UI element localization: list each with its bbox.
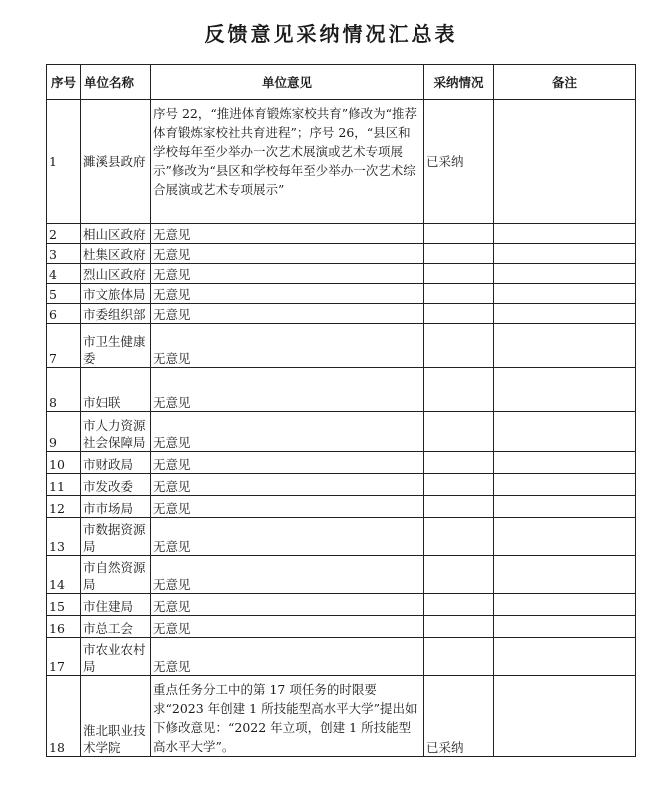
- row-opinion: 重点任务分工中的第 17 项任务的时限要求“2023 年创建 1 所技能型高水平大学”提出如下修改意见：“2022 年立项，创建 1 所技能型高水平大学”。: [151, 676, 424, 757]
- header-row: [47, 65, 636, 100]
- row-unit: 淮北职业技术学院: [81, 676, 151, 757]
- row-adoption: [424, 412, 494, 452]
- row-adoption: [424, 496, 494, 518]
- row-unit: 市农业农村局: [81, 638, 151, 676]
- table-row: [47, 518, 636, 556]
- row-adoption: [424, 452, 494, 474]
- row-unit: 市委组织部: [81, 304, 151, 324]
- row-adoption: 已采纳: [424, 100, 494, 224]
- row-opinion: 无意见: [151, 304, 424, 324]
- row-remark: [494, 324, 636, 368]
- table-row: [47, 676, 636, 757]
- table-row: [47, 244, 636, 264]
- row-unit: 烈山区政府: [81, 264, 151, 284]
- row-unit: 市数据资源局: [81, 518, 151, 556]
- row-unit: 市发改委: [81, 474, 151, 496]
- table-row: [47, 304, 636, 324]
- row-unit: 濉溪县政府: [81, 100, 151, 224]
- table-row: [47, 412, 636, 452]
- row-remark: [494, 304, 636, 324]
- row-opinion: 无意见: [151, 556, 424, 594]
- row-opinion: 无意见: [151, 474, 424, 496]
- row-seq: 8: [47, 368, 81, 412]
- page-title: 反馈意见采纳情况汇总表: [204, 22, 458, 46]
- row-seq: 2: [47, 224, 81, 244]
- header-seq: 序号: [47, 65, 81, 100]
- row-remark: [494, 284, 636, 304]
- table-row: [47, 324, 636, 368]
- row-adoption: [424, 304, 494, 324]
- row-opinion: 无意见: [151, 284, 424, 304]
- row-adoption: [424, 284, 494, 304]
- row-unit: 市文旅体局: [81, 284, 151, 304]
- row-adoption: 已采纳: [424, 676, 494, 757]
- row-adoption: [424, 368, 494, 412]
- row-unit: 市财政局: [81, 452, 151, 474]
- table-row: [47, 496, 636, 518]
- table-row: [47, 284, 636, 304]
- row-remark: [494, 496, 636, 518]
- table-row: [47, 594, 636, 616]
- table-row: [47, 616, 636, 638]
- row-seq: 12: [47, 496, 81, 518]
- row-seq: 13: [47, 518, 81, 556]
- table-row: [47, 474, 636, 496]
- row-opinion: 无意见: [151, 638, 424, 676]
- header-unit: 单位名称: [81, 65, 151, 100]
- row-opinion: 无意见: [151, 264, 424, 284]
- row-opinion: 无意见: [151, 368, 424, 412]
- row-remark: [494, 368, 636, 412]
- row-seq: 1: [47, 100, 81, 224]
- row-adoption: [424, 556, 494, 594]
- row-unit: 市住建局: [81, 594, 151, 616]
- table-row: [47, 452, 636, 474]
- row-unit: 相山区政府: [81, 224, 151, 244]
- row-opinion: 无意见: [151, 616, 424, 638]
- row-seq: 18: [47, 676, 81, 757]
- row-unit: 市卫生健康委: [81, 324, 151, 368]
- row-unit: 市妇联: [81, 368, 151, 412]
- row-seq: 6: [47, 304, 81, 324]
- row-seq: 5: [47, 284, 81, 304]
- row-adoption: [424, 474, 494, 496]
- row-seq: 4: [47, 264, 81, 284]
- row-unit: 市总工会: [81, 616, 151, 638]
- row-adoption: [424, 224, 494, 244]
- row-remark: [494, 474, 636, 496]
- row-seq: 9: [47, 412, 81, 452]
- row-remark: [494, 556, 636, 594]
- row-opinion: 无意见: [151, 518, 424, 556]
- row-remark: [494, 452, 636, 474]
- row-opinion: 无意见: [151, 324, 424, 368]
- table-row: [47, 368, 636, 412]
- row-adoption: [424, 518, 494, 556]
- row-seq: 7: [47, 324, 81, 368]
- row-unit: 杜集区政府: [81, 244, 151, 264]
- row-adoption: [424, 264, 494, 284]
- feedback-table: [46, 64, 636, 757]
- row-remark: [494, 616, 636, 638]
- row-adoption: [424, 616, 494, 638]
- row-opinion: 无意见: [151, 224, 424, 244]
- row-opinion: 序号 22，“推进体育锻炼家校共育”修改为“推荐体育锻炼家校社共育进程”；序号 26，“县区和学校每年至少举办一次艺术展演或艺术专项展示”修改为“县区和学校每年至少举办一次艺术综合展演或艺术专项展示”: [151, 100, 424, 224]
- header-remark: 备注: [494, 65, 636, 100]
- row-unit: 市自然资源局: [81, 556, 151, 594]
- table-row: [47, 638, 636, 676]
- table-row: [47, 224, 636, 244]
- row-adoption: [424, 244, 494, 264]
- row-adoption: [424, 638, 494, 676]
- row-opinion: 无意见: [151, 452, 424, 474]
- row-seq: 14: [47, 556, 81, 594]
- row-remark: [494, 100, 636, 224]
- row-seq: 3: [47, 244, 81, 264]
- row-seq: 15: [47, 594, 81, 616]
- row-seq: 11: [47, 474, 81, 496]
- row-remark: [494, 412, 636, 452]
- row-seq: 10: [47, 452, 81, 474]
- row-unit: 市市场局: [81, 496, 151, 518]
- row-adoption: [424, 594, 494, 616]
- row-opinion: 无意见: [151, 496, 424, 518]
- row-seq: 17: [47, 638, 81, 676]
- table-row: [47, 264, 636, 284]
- row-remark: [494, 518, 636, 556]
- row-remark: [494, 244, 636, 264]
- header-opinion: 单位意见: [151, 65, 424, 100]
- row-opinion: 无意见: [151, 244, 424, 264]
- row-unit: 市人力资源社会保障局: [81, 412, 151, 452]
- row-remark: [494, 224, 636, 244]
- row-opinion: 无意见: [151, 594, 424, 616]
- header-adoption: 采纳情况: [424, 65, 494, 100]
- table-row: [47, 100, 636, 224]
- row-remark: [494, 676, 636, 757]
- table-row: [47, 556, 636, 594]
- row-seq: 16: [47, 616, 81, 638]
- row-remark: [494, 638, 636, 676]
- row-remark: [494, 594, 636, 616]
- row-opinion: 无意见: [151, 412, 424, 452]
- row-adoption: [424, 324, 494, 368]
- row-remark: [494, 264, 636, 284]
